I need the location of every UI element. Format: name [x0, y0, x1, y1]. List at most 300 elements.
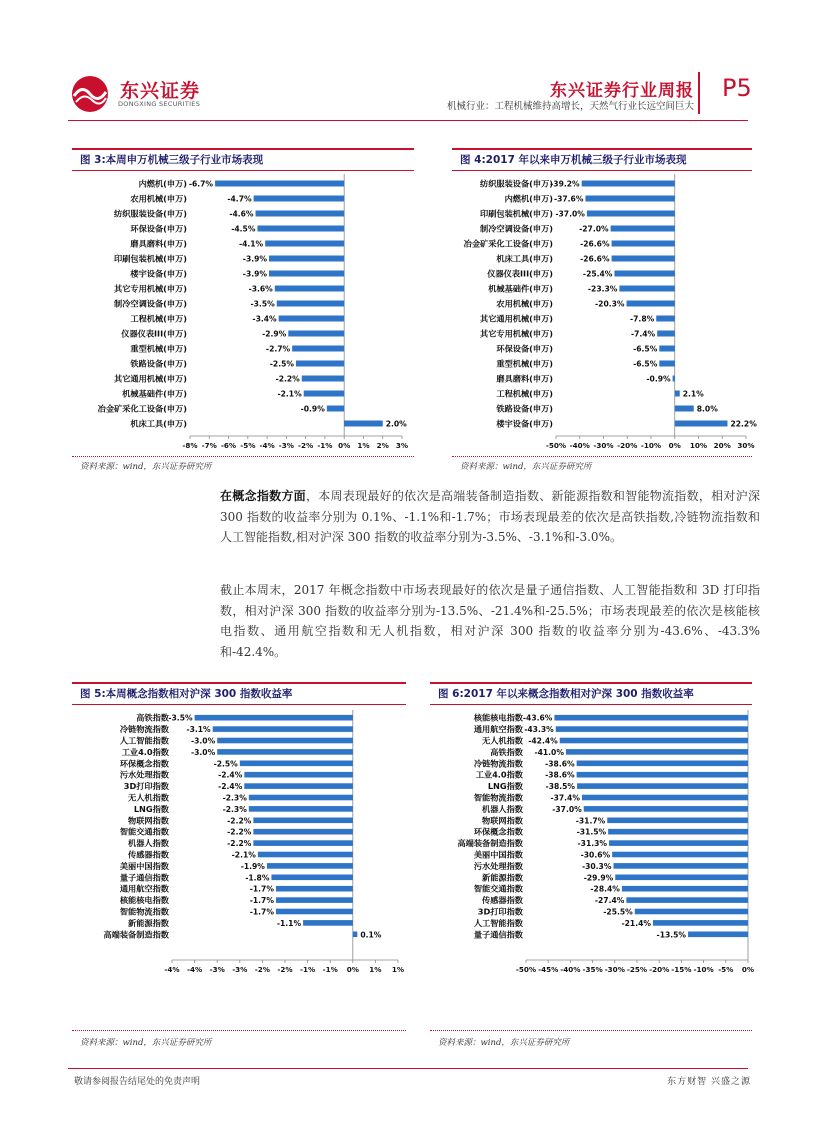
report-subtitle: 机械行业：工程机械维持高增长，天然气行业长远空间巨大 [446, 101, 694, 112]
bar [585, 196, 674, 202]
footer-disclaimer: 敬请参阅报告结尾处的免责声明 [74, 1077, 201, 1087]
bar [627, 301, 675, 307]
figure-4-title: 图 4:2017 年以来申万机械三级子行业市场表现 [460, 154, 687, 166]
x-tick-label: -2% [254, 965, 270, 974]
value-label: -2.5% [213, 759, 238, 769]
value-label: -3.9% [242, 254, 268, 264]
category-label: 污水处理指数 [119, 769, 169, 780]
bar [244, 772, 352, 778]
x-tick-label: -7% [201, 441, 217, 450]
x-tick-label: -2% [277, 965, 293, 974]
value-label: -0.9% [646, 374, 671, 384]
bar [253, 840, 352, 846]
x-tick-label: 1% [357, 441, 370, 450]
bar [265, 241, 344, 247]
figure-3-source: 资料来源：wind，东兴证券研究所 [80, 462, 212, 472]
figure-5-chart [72, 708, 406, 972]
category-label: 冶金矿采化工设备(申万) [463, 238, 553, 249]
x-tick-label: -20% [617, 441, 638, 450]
category-label: 环保概念指数 [119, 758, 169, 769]
bar [609, 840, 748, 846]
value-label: -3.5% [250, 299, 275, 309]
bar [675, 421, 728, 427]
value-label: -1.8% [245, 873, 270, 883]
value-label: -26.6% [580, 239, 610, 249]
figure-3-top-rule [72, 148, 414, 150]
bar [611, 226, 675, 232]
category-label: 其它通用机械(申万) [114, 373, 187, 384]
figure-6-chart [430, 708, 755, 974]
bar [560, 738, 748, 744]
category-label: 楼宇设备(申万) [130, 268, 187, 279]
value-label: 22.2% [730, 419, 757, 429]
value-label: -37.0% [555, 209, 585, 219]
bar [257, 226, 344, 232]
x-tick-label: -35% [582, 965, 603, 974]
value-label: -4.5% [231, 224, 256, 234]
bar [554, 715, 748, 721]
paragraph-lead: 在概念指数方面 [220, 489, 306, 503]
category-label: 环保概念指数 [473, 826, 523, 837]
category-label: 重型机械(申万) [130, 343, 187, 354]
bar [276, 886, 353, 892]
bar [258, 852, 353, 858]
x-tick-label: -50% [515, 965, 537, 974]
bar [612, 241, 675, 247]
category-label: 美丽中国指数 [473, 849, 523, 860]
bar [353, 932, 358, 938]
value-label: -2.5% [269, 359, 294, 369]
report-title: 东兴证券行业周报 [550, 81, 694, 101]
x-tick-label: 0% [668, 441, 681, 450]
value-label: -31.3% [577, 839, 608, 849]
value-label: -7.8% [630, 314, 655, 324]
value-label: -39.2% [550, 179, 580, 189]
bar [657, 331, 675, 337]
value-label: -2.1% [231, 850, 256, 860]
x-tick-label: 2% [376, 441, 389, 450]
figure-6-title-rule [430, 704, 752, 705]
value-label: -31.7% [575, 816, 606, 826]
figure-3-bottom-rule [72, 456, 414, 457]
figure-4-top-rule [452, 148, 752, 150]
bar [269, 271, 344, 277]
value-label: -3.1% [186, 725, 211, 735]
value-label: -3.4% [252, 314, 277, 324]
figure-3-title: 图 3:本周申万机械三级子行业市场表现 [80, 154, 264, 166]
value-label: -2.3% [222, 793, 247, 803]
category-label: 3D打印指数 [123, 781, 169, 792]
value-label: -7.4% [630, 329, 656, 339]
figure-4-chart [452, 172, 757, 450]
x-tick-label: -3% [209, 965, 225, 974]
value-label: -1.9% [240, 861, 265, 871]
figure-4-source: 资料来源：wind，东兴证券研究所 [460, 462, 592, 472]
category-label: 核能核电指数 [473, 712, 523, 723]
category-label: 核能核电指数 [119, 895, 169, 906]
category-label: 重型机械(申万) [496, 358, 553, 369]
bar [276, 897, 353, 903]
x-tick-label: -1% [317, 441, 333, 450]
bar [626, 897, 748, 903]
value-label: -38.5% [545, 782, 576, 792]
x-tick-label: -25% [626, 965, 648, 974]
figure-6-top-rule [430, 682, 752, 684]
category-label: 机器人指数 [482, 803, 523, 814]
x-tick-label: -5% [240, 441, 256, 450]
value-label: -27.0% [579, 224, 609, 234]
figure-5-bottom-rule [72, 1030, 406, 1031]
value-label: -1.1% [276, 918, 302, 928]
value-label: -3.9% [242, 269, 268, 279]
category-label: 机械基础件(申万) [122, 388, 187, 399]
value-label: -25.5% [603, 907, 633, 917]
page-number: P5 [722, 74, 752, 102]
x-tick-label: -2% [298, 441, 314, 450]
value-label: -42.4% [528, 736, 558, 746]
category-label: 仪器仪表III(申万) [121, 328, 187, 339]
category-label: 智能交通指数 [119, 826, 169, 837]
category-label: 内燃机(申万) [504, 193, 553, 204]
value-label: -38.6% [545, 759, 575, 769]
category-label: 高端装备制造指数 [103, 929, 169, 940]
bar [612, 256, 675, 262]
figure-5-title-rule [72, 704, 406, 705]
figure-6-bottom-rule [430, 1030, 752, 1031]
value-label: 0.1% [360, 930, 382, 940]
value-label: -2.2% [227, 839, 252, 849]
category-label: 环保设备(申万) [130, 223, 187, 234]
bar [582, 795, 748, 801]
category-label: 新能源指数 [482, 872, 523, 883]
category-label: 物联网指数 [482, 815, 523, 826]
x-tick-label: -30% [593, 441, 614, 450]
bar [608, 829, 748, 835]
figure-3-title-rule [72, 170, 414, 171]
category-label: 量子通信指数 [473, 929, 523, 940]
dongxing-logo-icon [68, 74, 118, 114]
category-label: 机器人指数 [128, 838, 169, 849]
figure-4-title-rule [452, 170, 752, 171]
bar [653, 920, 748, 926]
bar [256, 211, 345, 217]
bar [613, 863, 748, 869]
value-label: -2.3% [222, 804, 247, 814]
bar [622, 886, 748, 892]
value-label: -43.3% [524, 725, 554, 735]
value-label: -37.6% [553, 194, 584, 204]
bar [296, 361, 344, 367]
category-label: 工业4.0指数 [121, 746, 169, 757]
x-tick-label: -30% [604, 965, 625, 974]
value-label: -28.4% [590, 884, 620, 894]
x-tick-label: 10% [689, 441, 708, 450]
category-label: 磨具磨料(申万) [496, 373, 553, 384]
value-label: -0.9% [300, 404, 325, 414]
brand-name: 东兴证券 [120, 80, 201, 102]
category-label: 智能物流指数 [119, 906, 169, 917]
category-label: 农用机械(申万) [496, 298, 553, 309]
x-tick-label: -3% [232, 965, 248, 974]
category-label: 农用机械(申万) [130, 193, 187, 204]
bar [614, 271, 674, 277]
bar [276, 909, 353, 915]
x-tick-label: -40% [569, 441, 590, 450]
value-label: -4.6% [229, 209, 254, 219]
category-label: 机械基础件(申万) [488, 283, 553, 294]
category-label: 冷链物流指数 [473, 758, 523, 769]
bar [304, 391, 344, 397]
category-label: LNG指数 [133, 803, 169, 814]
value-label: -3.6% [248, 284, 273, 294]
footer-slogan: 东方财智 兴盛之源 [667, 1077, 751, 1087]
category-label: 无人机指数 [482, 735, 523, 746]
x-tick-label: -20% [649, 965, 670, 974]
bar [344, 421, 383, 427]
x-tick-label: 0% [741, 965, 755, 974]
bar [253, 818, 352, 824]
value-label: -3.5% [168, 713, 193, 723]
bar [673, 376, 675, 382]
x-tick-label: -10% [640, 441, 662, 450]
x-tick-label: -4% [187, 965, 203, 974]
category-label: 内燃机(申万) [138, 178, 187, 189]
category-label: LNG指数 [487, 781, 523, 792]
category-label: 冷链物流指数 [119, 724, 169, 735]
category-label: 通用航空指数 [119, 883, 169, 894]
x-tick-label: -3% [278, 441, 294, 450]
bar [566, 749, 748, 755]
paragraph-concept-weekly [220, 486, 760, 548]
x-tick-label: -45% [538, 965, 559, 974]
header-divider [698, 72, 700, 114]
category-label: 楼宇设备(申万) [496, 418, 553, 429]
figure-6-source: 资料来源：wind，东兴证券研究所 [438, 1038, 570, 1048]
value-label: -1.7% [249, 896, 274, 906]
category-label: 其它专用机械(申万) [114, 283, 187, 294]
bar [656, 316, 675, 322]
value-label: 8.0% [696, 404, 718, 414]
value-label: -2.2% [275, 374, 300, 384]
x-tick-label: 1% [369, 965, 382, 974]
bar [288, 331, 344, 337]
category-label: 污水处理指数 [473, 860, 523, 871]
value-label: -2.2% [227, 827, 252, 837]
bar [271, 875, 352, 881]
category-label: 纺织服装设备(申万) [480, 178, 553, 189]
value-label: -23.3% [587, 284, 618, 294]
figure-5-top-rule [72, 682, 406, 684]
bar [635, 909, 748, 915]
value-label: -31.5% [576, 827, 607, 837]
bar [584, 806, 748, 812]
value-label: -26.6% [580, 254, 610, 264]
value-label: -6.5% [633, 359, 658, 369]
header-rule [68, 120, 748, 121]
x-tick-label: 0% [338, 441, 351, 450]
value-label: -2.4% [218, 782, 243, 792]
bar [303, 920, 353, 926]
bar [277, 301, 344, 307]
bar [675, 391, 680, 397]
x-tick-label: -15% [671, 965, 692, 974]
category-label: 物联网指数 [128, 815, 169, 826]
category-label: 人工智能指数 [473, 917, 523, 928]
bar [249, 795, 353, 801]
figure-5-source: 资料来源：wind，东兴证券研究所 [80, 1038, 212, 1048]
bar [279, 316, 345, 322]
bar [213, 726, 353, 732]
category-label: 人工智能指数 [119, 735, 169, 746]
bar [215, 181, 344, 187]
x-tick-label: -6% [220, 441, 237, 450]
x-tick-label: 20% [713, 441, 731, 450]
category-label: 传感器指数 [128, 849, 169, 860]
value-label: -37.4% [550, 793, 580, 803]
bar [244, 783, 352, 789]
bar [254, 196, 345, 202]
value-label: -29.9% [583, 873, 614, 883]
bar [240, 761, 353, 767]
category-label: 工程机械(申万) [130, 313, 187, 324]
bar [577, 783, 748, 789]
category-label: 新能源指数 [128, 917, 169, 928]
value-label: -37.0% [552, 804, 582, 814]
value-label: -20.3% [595, 299, 625, 309]
bar [607, 818, 748, 824]
bar [688, 932, 748, 938]
value-label: -2.2% [227, 816, 252, 826]
x-tick-label: -5% [718, 965, 734, 974]
category-label: 环保设备(申万) [496, 343, 553, 354]
value-label: -30.3% [581, 861, 612, 871]
figure-3-chart [72, 172, 414, 448]
category-label: 制冷空调设备(申万) [114, 298, 187, 309]
figure-4-bottom-rule [452, 456, 752, 457]
value-label: -2.4% [218, 770, 243, 780]
x-tick-label: 1% [391, 965, 405, 974]
value-label: -2.9% [262, 329, 287, 339]
x-tick-label: 3% [395, 441, 409, 450]
category-label: 机床工具(申万) [130, 418, 187, 429]
value-label: -2.7% [265, 344, 291, 354]
bar [612, 852, 748, 858]
value-label: -27.4% [594, 896, 625, 906]
x-tick-label: 0% [346, 965, 359, 974]
value-label: -2.1% [277, 389, 302, 399]
category-label: 无人机指数 [128, 792, 169, 803]
bar [269, 256, 344, 262]
category-label: 冶金矿采化工设备(申万) [97, 403, 187, 414]
bar [275, 286, 344, 292]
bar [587, 211, 675, 217]
x-tick-label: -50% [545, 441, 567, 450]
bar [659, 361, 674, 367]
value-label: -4.7% [227, 194, 252, 204]
category-label: 铁路设备(申万) [130, 358, 187, 369]
footer-rule [68, 1068, 748, 1069]
value-label: 2.0% [385, 419, 407, 429]
value-label: -3.0% [190, 736, 216, 746]
value-label: -41.0% [534, 747, 564, 757]
category-label: 智能物流指数 [473, 792, 523, 803]
x-tick-label: -1% [300, 965, 316, 974]
category-label: 高铁指数 [490, 746, 523, 757]
category-label: 印刷包装机械(申万) [114, 253, 187, 264]
paragraph-text: ，本周表现最好的依次是高端装备制造指数、新能源指数和智能物流指数，相对沪深 300 指数的收益率分别为 0.1%、-1.1%和-1.7%；市场表现最差的依次是高铁指数,冷链物流指数和人工智能指数,相对沪深 300 指数的收益率分别为-3.5%、-3.1%和-3.0%。 [220, 489, 760, 544]
bar [577, 772, 748, 778]
x-tick-label: -40% [560, 965, 581, 974]
bar [675, 406, 694, 412]
category-label: 传感器指数 [482, 895, 523, 906]
x-tick-label: -8% [182, 441, 198, 450]
bar [302, 376, 344, 382]
bar [249, 806, 353, 812]
category-label: 美丽中国指数 [119, 860, 169, 871]
bar [556, 726, 748, 732]
value-label: -6.5% [633, 344, 658, 354]
category-label: 高端装备制造指数 [457, 838, 523, 849]
bar [292, 346, 344, 352]
category-label: 磨具磨料(申万) [130, 238, 187, 249]
paragraph-concept-ytd: 截止本周末，2017 年概念指数中市场表现最好的依次是量子通信指数、人工智能指数和 3D 打印指数，相对沪深 300 指数的收益率分别为-13.5%、-21.4%和-25.5%；市场表现最差的依次是核能核电指数、通用航空指数和无人机指数，相对沪深 300 指数的收益率分别为-43.6%、-43.3%和-42.4%。 [220, 583, 760, 659]
category-label: 量子通信指数 [119, 872, 169, 883]
bar [253, 829, 352, 835]
category-label: 仪器仪表III(申万) [487, 268, 553, 279]
x-tick-label: -1% [322, 965, 338, 974]
figure-6-title: 图 6:2017 年以来概念指数相对沪深 300 指数收益率 [438, 688, 694, 700]
value-label: -1.7% [249, 884, 274, 894]
brand-name-en: DONGXING SECURITIES [118, 100, 201, 108]
category-label: 通用航空指数 [473, 724, 523, 735]
category-label: 其它专用机械(申万) [480, 328, 553, 339]
category-label: 3D打印指数 [477, 906, 523, 917]
value-label: -25.4% [582, 269, 613, 279]
category-label: 工业4.0指数 [475, 769, 523, 780]
category-label: 智能交通指数 [473, 883, 523, 894]
value-label: -43.6% [522, 713, 553, 723]
value-label: 2.1% [682, 389, 704, 399]
category-label: 其它通用机械(申万) [480, 313, 553, 324]
category-label: 铁路设备(申万) [496, 403, 553, 414]
x-tick-label: -4% [164, 965, 180, 974]
x-tick-label: -10% [693, 965, 714, 974]
value-label: -21.4% [621, 918, 651, 928]
value-label: -30.6% [580, 850, 611, 860]
category-label: 制冷空调设备(申万) [480, 223, 553, 234]
bar [327, 406, 344, 412]
bar [267, 863, 353, 869]
x-tick-label: 30% [737, 441, 755, 450]
value-label: -13.5% [656, 930, 687, 940]
category-label: 印刷包装机械(申万) [480, 208, 553, 219]
category-label: 纺织服装设备(申万) [114, 208, 187, 219]
bar [659, 346, 674, 352]
value-label: -1.7% [249, 907, 274, 917]
bar [615, 875, 748, 881]
category-label: 机床工具(申万) [496, 253, 553, 264]
bar [619, 286, 674, 292]
category-label: 高铁指数 [136, 712, 169, 723]
bar [577, 761, 748, 767]
bar [217, 738, 353, 744]
figure-5-title: 图 5:本周概念指数相对沪深 300 指数收益率 [80, 688, 293, 700]
value-label: -38.6% [545, 770, 575, 780]
category-label: 工程机械(申万) [496, 388, 553, 399]
value-label: -4.1% [238, 239, 264, 249]
bar [582, 181, 675, 187]
value-label: -3.0% [190, 747, 216, 757]
